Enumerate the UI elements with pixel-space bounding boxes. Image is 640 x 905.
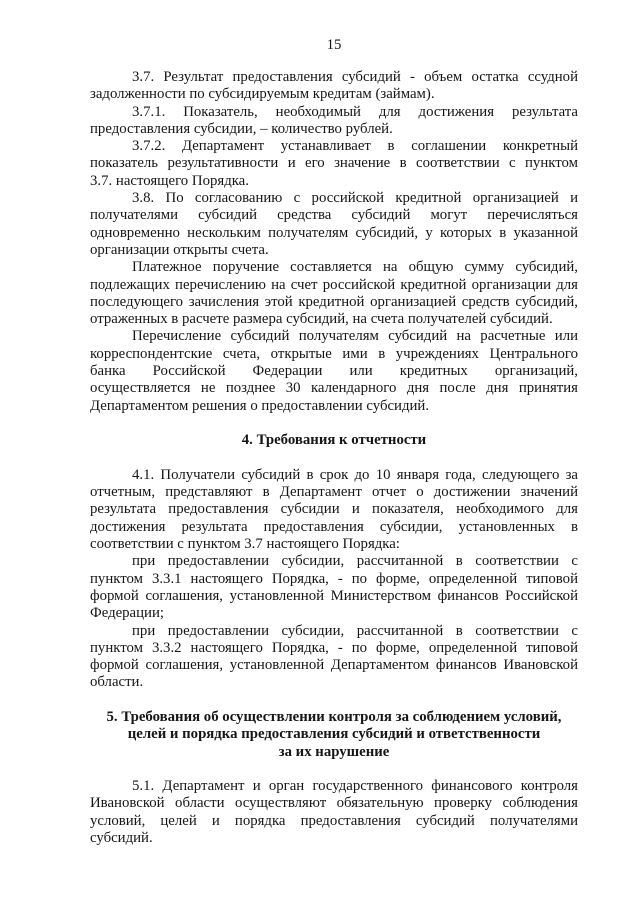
text-line: отраженных в расчете размера субсидий, на счета получателей субсидий. [90, 311, 553, 328]
paragraph-4-1-item-1 [90, 553, 578, 622]
text-line: формой соглашения, установленной Департаментом финансов Ивановской [90, 657, 578, 674]
text-line: показатель результативности и его значение в соответствии с пунктом [90, 155, 578, 172]
paragraph-3-7 [90, 69, 578, 104]
page-number: 15 [326, 37, 342, 53]
text-line: 3.7. настоящего Порядка. [90, 172, 249, 189]
text-line: 3.8. По согласованию с российской кредитной организацией и [132, 190, 578, 207]
section-3 [90, 69, 578, 415]
text-line: 3.7.1. Показатель, необходимый для достижения результата [132, 103, 578, 120]
text-line: при предоставлении субсидии, рассчитанной в соответствии с [132, 553, 578, 570]
section-heading-line: 5. Требования об осуществлении контроля за соблюдением условий, [106, 708, 562, 725]
text-line: организации открыты счета. [90, 241, 269, 258]
text-line: условий, целей и порядка предоставления субсидий получателями [90, 812, 578, 829]
paragraph-transfer [90, 328, 578, 414]
text-line: банка Российской Федерации или кредитных организаций, [90, 363, 578, 380]
text-line: Ивановской области осуществляют обязательную проверку соблюдения [90, 795, 578, 812]
text-line: формой соглашения, установленной Министерством финансов Российской [90, 587, 578, 604]
text-line: получателями субсидий средства субсидий могут перечисляться [90, 207, 578, 224]
text-line: 3.7.2. Департамент устанавливает в соглашении конкретный [132, 138, 578, 155]
text-line: Платежное поручение составляется на общую сумму субсидий, [132, 259, 578, 276]
text-line: пунктом 3.3.2 настоящего Порядка, - по форме, определенной типовой [90, 639, 578, 656]
paragraph-3-8 [90, 190, 578, 259]
text-line: предоставления субсидии, – количество рублей. [90, 120, 393, 137]
text-line: соответствии с пунктом 3.7 настоящего Порядка: [90, 536, 400, 553]
text-line: Федерации; [90, 605, 164, 622]
text-line: достижения результата предоставления субсидии, установленных в [90, 518, 578, 535]
text-column [90, 69, 578, 847]
section-5 [90, 778, 578, 847]
paragraph-4-1-item-2 [90, 623, 578, 692]
text-line: осуществляется не позднее 30 календарного дня после дня принятия [90, 380, 578, 397]
text-line: субсидий. [90, 830, 153, 847]
text-line: Департаментом решения о предоставлении субсидий. [90, 397, 430, 414]
text-line: 3.7. Результат предоставления субсидий - объем остатка ссудной [132, 69, 578, 85]
text-line: последующего зачисления этой кредитной организацией средств субсидий, [90, 293, 578, 310]
paragraph-5-1 [90, 778, 578, 847]
text-line: при предоставлении субсидии, рассчитанной в соответствии с [132, 622, 578, 639]
text-line: задолженности по субсидируемым кредитам (займам). [90, 86, 435, 103]
section-4-heading [90, 432, 578, 449]
section-heading: 4. Требования к отчетности [241, 432, 427, 449]
section-4 [90, 467, 578, 692]
text-line: пунктом 3.3.1 настоящего Порядка, - по форме, определенной типовой [90, 570, 578, 587]
text-line: области. [90, 674, 144, 691]
text-line: одновременно нескольким получателям субсидий, у которых в указанной [90, 224, 578, 241]
text-line: 5.1. Департамент и орган государственного финансового контроля [132, 778, 578, 795]
text-line: результата предоставления субсидии и показателя, необходимого для [90, 501, 578, 518]
text-line: корреспондентские счета, открытые ими в учреждениях Центрального [90, 345, 578, 362]
paragraph-4-1 [90, 467, 578, 553]
paragraph-3-7-1 [90, 104, 578, 139]
text-line: 4.1. Получатели субсидий в срок до 10 января года, следующего за [132, 466, 578, 483]
section-heading-line: за их нарушение [278, 743, 390, 760]
text-line: подлежащих перечислению на счет российской кредитной организации для [90, 276, 578, 293]
paragraph-payment-order [90, 259, 578, 328]
paragraph-3-7-2 [90, 138, 578, 190]
section-heading-line: целей и порядка предоставления субсидий и ответственности [127, 726, 541, 743]
text-line: отчетным, представляют в Департамент отчет о достижении значений [90, 484, 578, 501]
text-line: Перечисление субсидий получателям субсидий на расчетные или [132, 328, 578, 345]
section-5-heading [90, 709, 578, 761]
